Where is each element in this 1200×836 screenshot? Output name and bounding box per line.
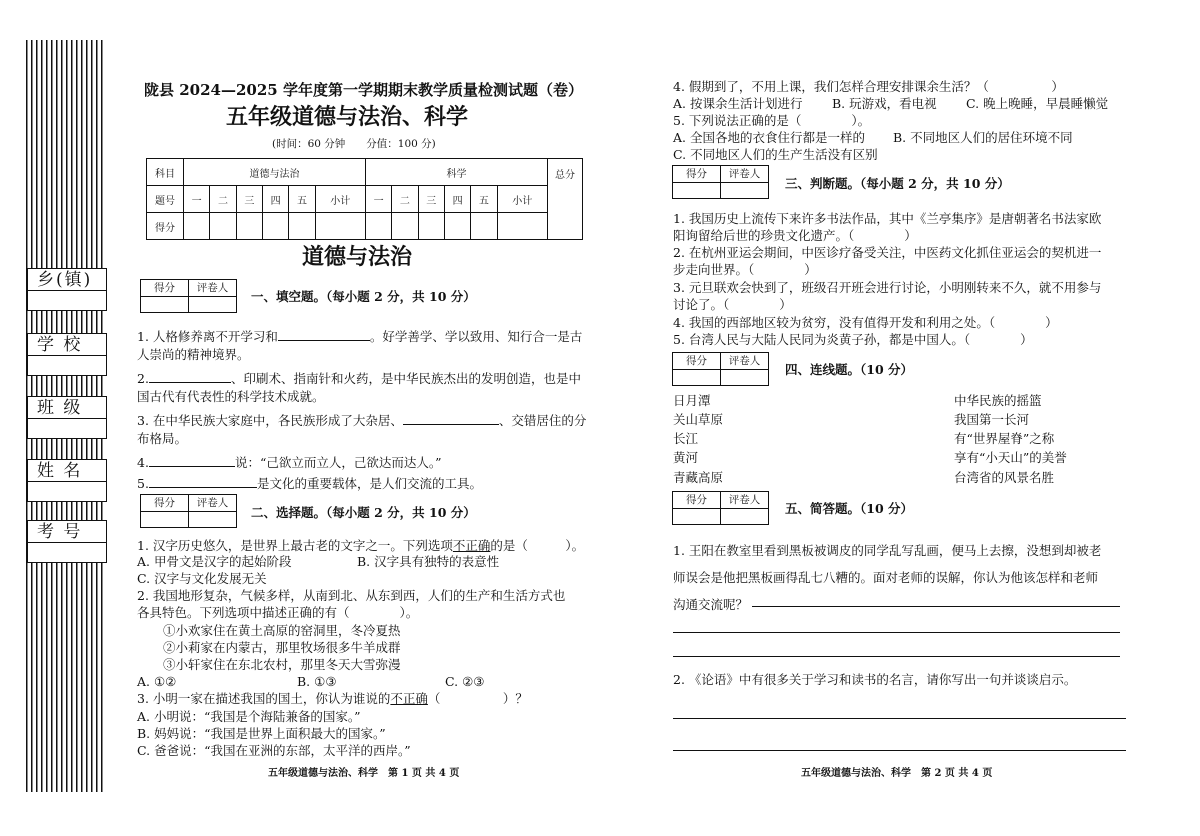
score-col: 四 (262, 186, 288, 213)
grader-score-cell[interactable] (141, 512, 188, 528)
s2-q2-option-c: C. ②③ (445, 674, 485, 689)
subject-title: 五年级道德与法治、科学 (226, 105, 469, 130)
s5-q2: 2. 《论语》中有很多关于学习和读书的名言，请你写出一句并谈谈启示。 (673, 672, 1077, 687)
s3-q3-line1: 3. 元旦联欢会快到了，班级召开班会进行讨论，小明刚转来不久，就不用参与 (673, 280, 1102, 295)
school-field[interactable] (27, 333, 107, 376)
s1-q1-line1: 1. 人格修养离不开学习和 。好学善学、学以致用、知行合一是古 (137, 329, 583, 344)
score-col: 五 (471, 186, 497, 213)
score-col: 小计 (315, 186, 365, 213)
match-right-item[interactable]: 台湾省的风景名胜 (954, 470, 1055, 485)
s3-q2-line1: 2. 在杭州亚运会期间，中医诊疗备受关注，中医药文化抓住亚运会的契机进一 (673, 245, 1102, 260)
match-left-item[interactable]: 关山草原 (673, 412, 724, 427)
score-cell[interactable] (210, 213, 236, 240)
s1-q3-line2: 布格局。 (137, 431, 188, 446)
grader-score-cell[interactable] (673, 183, 720, 199)
match-left-item[interactable]: 黄河 (673, 450, 699, 465)
s2-q1-option-a: A. 甲骨文是汉字的起始阶段 (137, 554, 292, 569)
s1-q3-line1: 3. 在中华民族大家庭中，各民族形成了大杂居、 、交错居住的分 (137, 413, 587, 428)
s3-q1-line2: 阳询留给后世的珍贵文化遗产。（ ） (673, 228, 917, 243)
s2-q3-option-a: A. 小明说：“我国是个海陆兼备的国家。” (137, 709, 361, 724)
score-table-subject-label: 科目 (147, 159, 184, 186)
s2-q2-option-b: B. ①③ (297, 674, 337, 689)
grader-score-label: 得分 (154, 282, 175, 294)
s3-q2-line2: 步走向世界。（ ） (673, 262, 817, 277)
s2-q5: 5. 下列说法正确的是（ ）。 (673, 113, 871, 128)
time-info: (时间：60 分钟 分值：100 分) (272, 138, 436, 150)
grader-score-cell[interactable] (141, 297, 188, 313)
score-table-number-label: 题号 (147, 186, 184, 213)
answer-line[interactable] (673, 718, 1126, 719)
township-field[interactable] (27, 268, 107, 311)
s2-q2-item1: ①小欢家住在黄土高原的窑洞里，冬冷夏热 (163, 623, 401, 638)
s2-q2-line1: 2. 我国地形复杂，气候多样，从南到北、从东到西，人们的生产和生活方式也 (137, 588, 566, 603)
answer-blank[interactable] (149, 369, 231, 383)
section-4-title: 四、连线题。（10 分） (785, 362, 913, 377)
grader-name-label: 评卷人 (720, 492, 768, 508)
score-cell[interactable] (262, 213, 288, 240)
exam-title: 陇县 2024—2025 学年度第一学期期末教学质量检测试题（卷） (144, 81, 583, 99)
s1-q1-line2: 人崇尚的精神境界。 (137, 347, 250, 362)
s2-q5-option-a: A. 全国各地的衣食住行都是一样的 (673, 130, 865, 145)
score-cell[interactable] (444, 213, 470, 240)
page-1-footer: 五年级道德与法治、科学 第 1 页 共 4 页 (268, 768, 460, 779)
answer-blank[interactable] (149, 474, 257, 488)
grader-score-label: 得分 (686, 355, 707, 367)
score-col: 二 (210, 186, 236, 213)
grader-box (672, 491, 769, 525)
score-table-score-label: 得分 (147, 213, 184, 240)
answer-line[interactable] (673, 750, 1126, 751)
grader-score-cell[interactable] (673, 370, 720, 386)
s2-q3-option-b: B. 妈妈说：“我国是世界上面积最大的国家。” (137, 726, 386, 741)
answer-line[interactable] (752, 606, 1120, 607)
s2-q2-item3: ③小轩家住在东北农村，那里冬天大雪弥漫 (163, 657, 401, 672)
s1-q2-line1: 2. 、印刷术、指南针和火药，是中华民族杰出的发明创造，也是中 (137, 371, 581, 386)
section-title-morality: 道德与法治 (302, 245, 413, 270)
s2-q4-option-b: B. 玩游戏，看电视 (832, 96, 937, 111)
score-col: 三 (418, 186, 444, 213)
score-cell[interactable] (184, 213, 210, 240)
s5-q1-line2: 师误会是他把黑板画得乱七八糟的。面对老师的误解，你认为他该怎样和老师 (673, 570, 1099, 585)
score-cell[interactable] (418, 213, 444, 240)
section-1-title: 一、填空题。（每小题 2 分，共 10 分） (251, 289, 476, 304)
s3-q4: 4. 我国的西部地区较为贫穷，没有值得开发和利用之处。（ ） (673, 315, 1058, 330)
grader-name-label: 评卷人 (188, 280, 236, 296)
s3-q1-line1: 1. 我国历史上流传下来许多书法作品，其中《兰亭集序》是唐朝著名书法家欧 (673, 211, 1102, 226)
match-right-item[interactable]: 有“世界屋脊”之称 (954, 431, 1055, 446)
score-table (146, 158, 583, 240)
score-col: 四 (444, 186, 470, 213)
s3-q3-line2: 讨论了。（ ） (673, 297, 792, 312)
grader-name-cell[interactable] (720, 370, 768, 386)
s2-q1: 1. 汉字历史悠久，是世界上最古老的文字之一。下列选项不正确的是（ ）。 (137, 538, 585, 553)
s2-q3-option-c: C. 爸爸说：“我国在亚洲的东部，太平洋的西岸。” (137, 743, 411, 758)
s2-q4-option-c: C. 晚上晚睡，早晨睡懒觉 (966, 96, 1109, 111)
grader-score-cell[interactable] (673, 509, 720, 525)
s1-q5: 5. 是文化的重要载体，是人们交流的工具。 (137, 476, 482, 491)
grader-name-label: 评卷人 (720, 166, 768, 182)
answer-line[interactable] (673, 632, 1120, 633)
score-cell[interactable] (315, 213, 365, 240)
grader-name-cell[interactable] (188, 297, 236, 313)
grader-name-cell[interactable] (720, 183, 768, 199)
s2-q5-option-b: B. 不同地区人们的居住环境不同 (893, 130, 1073, 145)
match-right-item[interactable]: 享有“小天山”的美誉 (954, 450, 1067, 465)
s2-q2-option-a: A. ①② (137, 674, 177, 689)
s3-q5: 5. 台湾人民与大陆人民同为炎黄子孙，都是中国人。（ ） (673, 332, 1033, 347)
match-right-item[interactable]: 中华民族的摇篮 (954, 393, 1042, 408)
match-left-item[interactable]: 日月潭 (673, 393, 711, 408)
s2-q4-option-a: A. 按课余生活计划进行 (673, 96, 803, 111)
section-5-title: 五、简答题。（10 分） (785, 501, 913, 516)
score-cell[interactable] (365, 213, 391, 240)
answer-blank[interactable] (403, 411, 499, 425)
grader-score-label: 得分 (686, 494, 707, 506)
s5-q1-line1: 1. 王阳在教室里看到黑板被调皮的同学乱写乱画，便马上去擦，没想到却被老 (673, 543, 1102, 558)
s2-q1-option-c: C. 汉字与文化发展无关 (137, 571, 267, 586)
score-col: 二 (392, 186, 418, 213)
score-cell[interactable] (392, 213, 418, 240)
answer-line[interactable] (673, 656, 1120, 657)
s1-q4: 4. 说：“己欲立而立人，己欲达而达人。” (137, 455, 442, 470)
s2-q3: 3. 小明一家在描述我国的国土，你认为谁说的不正确（ ）？ (137, 691, 528, 706)
grader-name-cell[interactable] (188, 512, 236, 528)
grader-box (140, 279, 237, 313)
school-label: 学 校 (28, 334, 106, 356)
grader-name-label: 评卷人 (720, 353, 768, 369)
score-col: 一 (184, 186, 210, 213)
score-col: 五 (289, 186, 315, 213)
name-label: 姓 名 (28, 460, 106, 482)
section-3-title: 三、判断题。（每小题 2 分，共 10 分） (785, 176, 1010, 191)
exam-number-label: 考 号 (28, 521, 106, 543)
section-2-title: 二、选择题。（每小题 2 分，共 10 分） (251, 505, 476, 520)
score-col: 一 (365, 186, 391, 213)
score-table-total: 总分 (548, 159, 583, 240)
score-cell[interactable] (289, 213, 315, 240)
grader-score-label: 得分 (686, 168, 707, 180)
score-col: 三 (236, 186, 262, 213)
score-cell[interactable] (471, 213, 497, 240)
score-table-subject-science: 科学 (365, 159, 547, 186)
score-cell[interactable] (236, 213, 262, 240)
grader-name-label: 评卷人 (188, 495, 236, 511)
match-right-item[interactable]: 我国第一长河 (954, 412, 1030, 427)
match-left-item[interactable]: 青藏高原 (673, 470, 724, 485)
answer-blank[interactable] (278, 327, 370, 341)
s2-q4: 4. 假期到了，不用上课，我们怎样合理安排课余生活？（ ） (673, 79, 1064, 94)
match-left-item[interactable]: 长江 (673, 431, 699, 446)
s2-q2-line2: 各具特色。下列选项中描述正确的有（ ）。 (137, 605, 419, 620)
answer-blank[interactable] (149, 453, 235, 467)
grader-box (672, 352, 769, 386)
s2-q5-option-c: C. 不同地区人们的生产生活没有区别 (673, 147, 878, 162)
s5-q1-line3: 沟通交流呢？ (673, 597, 749, 612)
grader-score-label: 得分 (154, 497, 175, 509)
score-cell[interactable] (497, 213, 547, 240)
grader-box (672, 165, 769, 199)
s2-q1-option-b: B. 汉字具有独特的表意性 (357, 554, 500, 569)
grader-name-cell[interactable] (720, 509, 768, 525)
class-field[interactable] (27, 396, 107, 439)
grader-box (140, 494, 237, 528)
class-label: 班 级 (28, 397, 106, 419)
score-table-subject-morality: 道德与法治 (184, 159, 366, 186)
score-col: 小计 (497, 186, 547, 213)
s2-q2-item2: ②小莉家在内蒙古，那里牧场很多牛羊成群 (163, 640, 401, 655)
s1-q2-line2: 国古代有代表性的科学技术成就。 (137, 389, 325, 404)
exam-number-field[interactable] (27, 520, 107, 563)
township-label: 乡(镇) (28, 269, 106, 291)
name-field[interactable] (27, 459, 107, 502)
page-2-footer: 五年级道德与法治、科学 第 2 页 共 4 页 (801, 768, 993, 779)
